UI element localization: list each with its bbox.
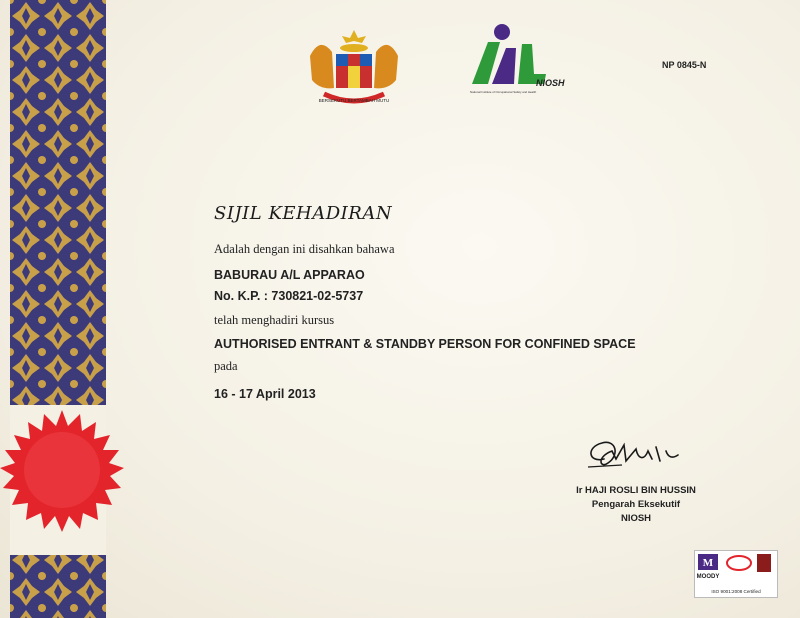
attended-text: telah menghadiri kursus	[214, 313, 335, 327]
on-text: pada	[214, 359, 238, 373]
intro-text: Adalah dengan ini disahkan bahawa	[214, 242, 395, 256]
moody-logo	[695, 551, 777, 597]
handwritten-signature	[582, 433, 692, 477]
signatory-name: Ir HAJI ROSLI BIN HUSSIN	[576, 485, 696, 496]
course-date: 16 - 17 April 2013	[214, 387, 316, 401]
certificate-title: SIJIL KEHADIRAN	[214, 203, 393, 224]
badge-standard: ISO 9001:2008 Certified	[711, 589, 761, 594]
niosh-brand: NIOSH	[536, 78, 565, 88]
niosh-fullname: National Institute of Occupational Safety and Health	[470, 90, 537, 94]
reference-number: NP 0845-N	[662, 60, 707, 70]
svg-text:M: M	[702, 557, 714, 569]
niosh-logo	[462, 22, 572, 96]
iso-certification-badge	[694, 550, 778, 598]
badge-brand: MOODY	[696, 574, 720, 580]
emblem-motto: BERSEKUTU BERTAMBAH MUTU	[318, 98, 390, 103]
recipient-name: BABURAU A/L APPARAO	[214, 268, 365, 282]
signatory-block	[556, 484, 716, 526]
signatory-position: Pengarah Eksekutif	[591, 499, 681, 510]
signatory-organisation: NIOSH	[620, 513, 652, 524]
red-seal	[0, 408, 124, 532]
coat-of-arms-emblem	[302, 28, 406, 108]
ic-number: No. K.P. : 730821-02-5737	[214, 289, 364, 303]
course-name: AUTHORISED ENTRANT & STANDBY PERSON FOR CONFINED SPACE	[214, 337, 636, 351]
